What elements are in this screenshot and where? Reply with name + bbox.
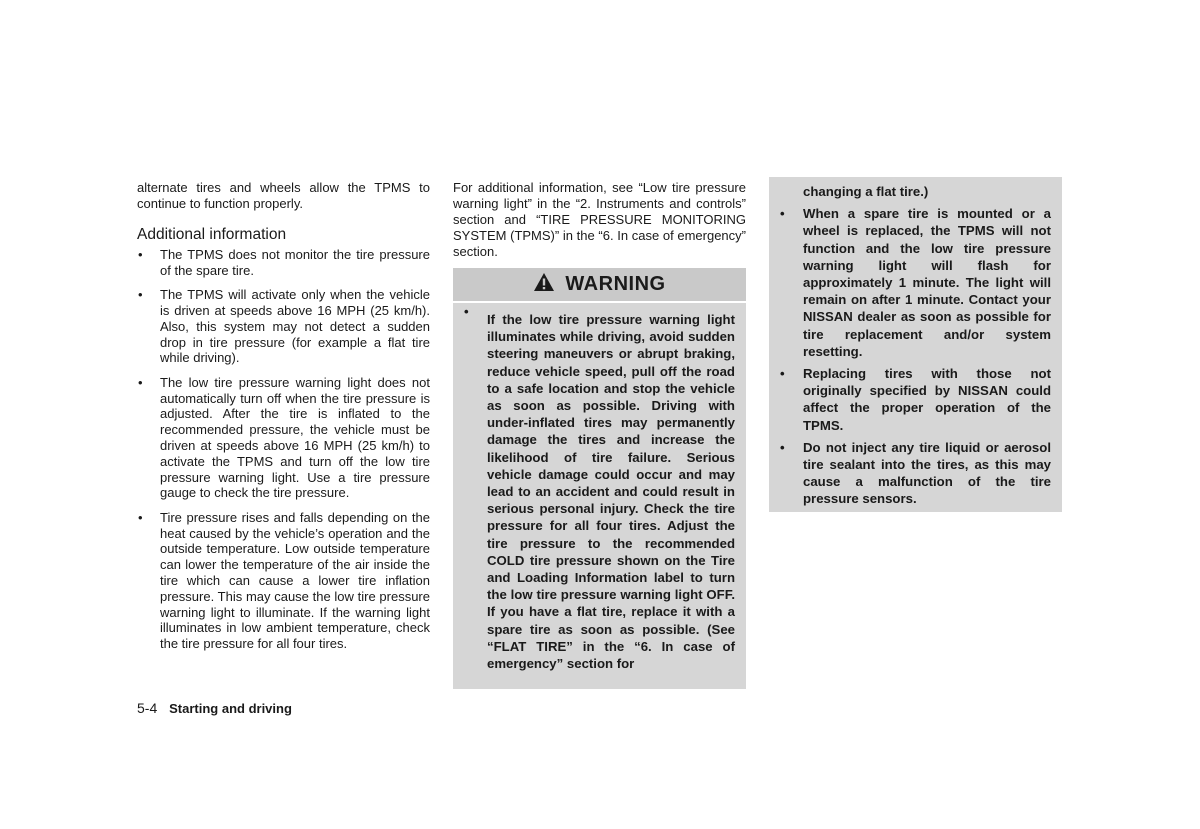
warning-bullet-list	[453, 303, 746, 672]
info-bullet-list	[137, 247, 430, 652]
page-footer	[137, 699, 292, 718]
warning-triangle-icon	[533, 272, 555, 297]
bullet-icon: •	[138, 509, 143, 525]
list-item: • Do not inject any tire liquid or aerosol tire sealant into the tires, as this may cause a malfunction of the tire pressure sensors.	[780, 439, 1051, 507]
warning-continued-text: changing a flat tire.)	[803, 184, 929, 199]
bullet-icon: •	[780, 206, 785, 222]
column-1	[137, 180, 430, 661]
intro-paragraph: For additional information, see “Low tire pressure warning light” in the “2. Instruments and controls” section and “TIRE PRESSURE MONITORING SYSTEM (TPMS)” in the “6. In case of emergency” section.	[453, 180, 746, 259]
list-item: • When a spare tire is mounted or a wheel is replaced, the TPMS will not function and the low tire pressure warning light will flash for approximately 1 minute. The light will remain on after 1 minute. Contact your NISSAN dealer as soon as possible for tire replacement and/or system resetting.	[780, 206, 1051, 359]
warning-box	[453, 303, 746, 689]
bullet-icon: •	[780, 439, 785, 455]
list-item: • The TPMS does not monitor the tire pressure of the spare tire.	[138, 247, 430, 278]
bullet-icon: •	[138, 374, 143, 390]
warning-header	[453, 268, 746, 301]
page-number: 5-4	[137, 700, 158, 716]
section-heading: Additional information	[137, 226, 287, 243]
list-item: • Replacing tires with those not originally specified by NISSAN could affect the proper operation of the TPMS.	[780, 366, 1051, 433]
list-item: • The low tire pressure warning light does not automatically turn off when the tire pressure is adjusted. After the tire is inflated to the recommended pressure, the vehicle must be driven at speeds above 16 MPH (25 km/h) to activate the TPMS and turn off the low tire pressure warning light. Use a tire pressure gauge to check the tire pressure.	[138, 374, 430, 501]
intro-paragraph: alternate tires and wheels allow the TPMS to continue to function properly.	[137, 180, 430, 211]
list-item: • If the low tire pressure warning light illuminates while driving, avoid sudden steering maneuvers or abrupt braking, reduce vehicle speed, pull off the road to a safe location and stop the vehicle as soon as possible. Driving with under-inflated tires may permanently damage the tires and increase the likelihood of tire failure. Serious vehicle damage could occur and may lead to an accident and could result in serious personal injury. Check the tire pressure for all four tires. Adjust the tire pressure to the recommended COLD tire pressure shown on the Tire and Loading Information label to turn the low tire pressure warning light OFF. If you have a flat tire, replace it with a spare tire as soon as possible. (See “FLAT TIRE” in the “6. In case of emergency” section for	[464, 304, 735, 672]
warning-box-continued	[769, 177, 1062, 512]
column-2	[453, 180, 746, 260]
warning-bullet-list	[769, 205, 1062, 507]
bullet-icon: •	[780, 366, 785, 382]
list-item: • The TPMS will activate only when the vehicle is driven at speeds above 16 MPH (25 km/h). Also, this system may not detect a sudden drop in tire pressure (for example a flat tire while driving).	[138, 287, 430, 366]
bullet-icon: •	[464, 304, 469, 319]
warning-title: WARNING	[565, 273, 666, 295]
bullet-icon: •	[138, 287, 143, 303]
list-item: • Tire pressure rises and falls depending on the heat caused by the vehicle’s operation and the outside temperature. Low outside temperature can lower the temperature of the air inside the tire which can cause a lower tire inflation pressure. This may cause the low tire pressure warning light to illuminate. If the warning light illuminates in low ambient temperature, check the tire pressure for all four tires.	[138, 509, 430, 652]
section-name: Starting and driving	[169, 701, 292, 716]
bullet-icon: •	[138, 247, 143, 262]
